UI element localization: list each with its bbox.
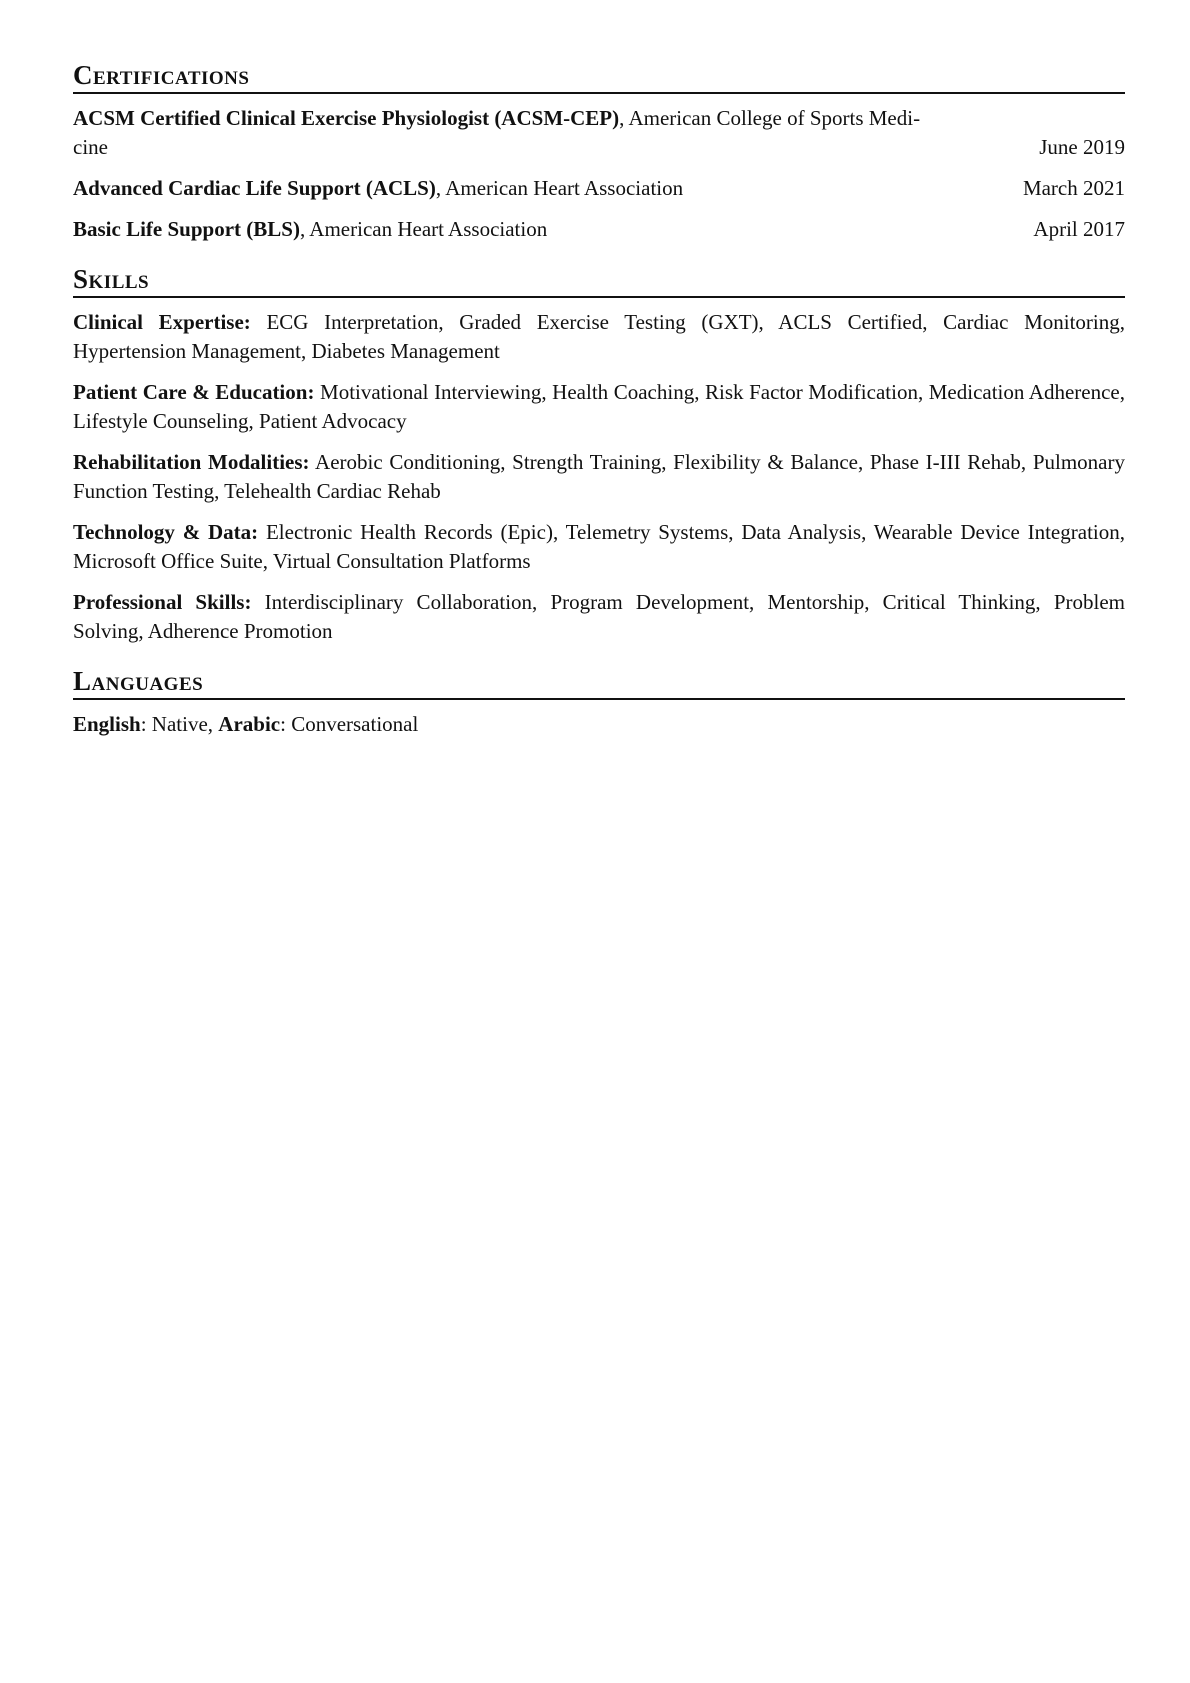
skill-list: Interdisciplinary Collaboration, Program Development, Mentorship, Critical Thinking, Problem Solving, Adherence Promotion (73, 590, 1125, 643)
certification-issuer: , American College of Sports Medi- (619, 106, 921, 130)
certification-issuer: , American Heart Association (435, 176, 684, 200)
skill-list: Aerobic Conditioning, Strength Training, Flexibility & Balance, Phase I-III Rehab, Pulmonary Function Testing, Telehealth Cardiac Rehab (73, 450, 1125, 503)
skill-label: Rehabilitation Modalities: (73, 450, 310, 474)
certification-date: March 2021 (1022, 176, 1125, 200)
certification-issuer-continued: cine (73, 135, 108, 159)
skill-item (73, 308, 1125, 366)
certification-issuer: , American Heart Association (299, 217, 548, 241)
languages-list (73, 710, 1125, 739)
skill-label: Professional Skills: (73, 590, 252, 614)
certification-main (73, 174, 1007, 203)
skill-item (73, 378, 1125, 436)
certifications-section (73, 60, 1125, 244)
language-name: Arabic (218, 712, 281, 736)
certification-second-line (73, 133, 1125, 162)
skill-label: Clinical Expertise: (73, 310, 251, 334)
languages-heading: Languages (73, 666, 1125, 700)
language-level: : Conversational (280, 712, 419, 736)
certification-name: Basic Life Support (BLS) (73, 217, 300, 241)
certification-item (73, 215, 1125, 244)
skill-label: Patient Care & Education: (73, 380, 315, 404)
skill-list: Electronic Health Records (Epic), Telemetry Systems, Data Analysis, Wearable Device Integration, Microsoft Office Suite, Virtual Consultation Platforms (73, 520, 1125, 573)
skill-item (73, 588, 1125, 646)
skill-item (73, 448, 1125, 506)
skill-list: ECG Interpretation, Graded Exercise Testing (GXT), ACLS Certified, Cardiac Monitoring, Hypertension Management, Diabetes Management (73, 310, 1125, 363)
skills-section (73, 264, 1125, 646)
certification-item (73, 174, 1125, 203)
skills-heading: Skills (73, 264, 1125, 298)
certification-date: June 2019 (1039, 135, 1125, 159)
languages-section (73, 666, 1125, 739)
language-name: English (73, 712, 141, 736)
certification-name: ACSM Certified Clinical Exercise Physiologist (ACSM-CEP) (73, 106, 620, 130)
language-level: : Native, (140, 712, 219, 736)
skill-label: Technology & Data: (73, 520, 259, 544)
certification-name: Advanced Cardiac Life Support (ACLS) (73, 176, 436, 200)
certification-date: April 2017 (1033, 217, 1125, 241)
skill-item (73, 518, 1125, 576)
certification-first-line (73, 104, 1125, 133)
certifications-heading: Certifications (73, 60, 1125, 94)
certification-item (73, 104, 1125, 162)
resume-page (73, 60, 1125, 759)
certification-main (73, 215, 1017, 244)
skill-list: Motivational Interviewing, Health Coaching, Risk Factor Modification, Medication Adherence, Lifestyle Counseling, Patient Advocacy (73, 380, 1125, 433)
